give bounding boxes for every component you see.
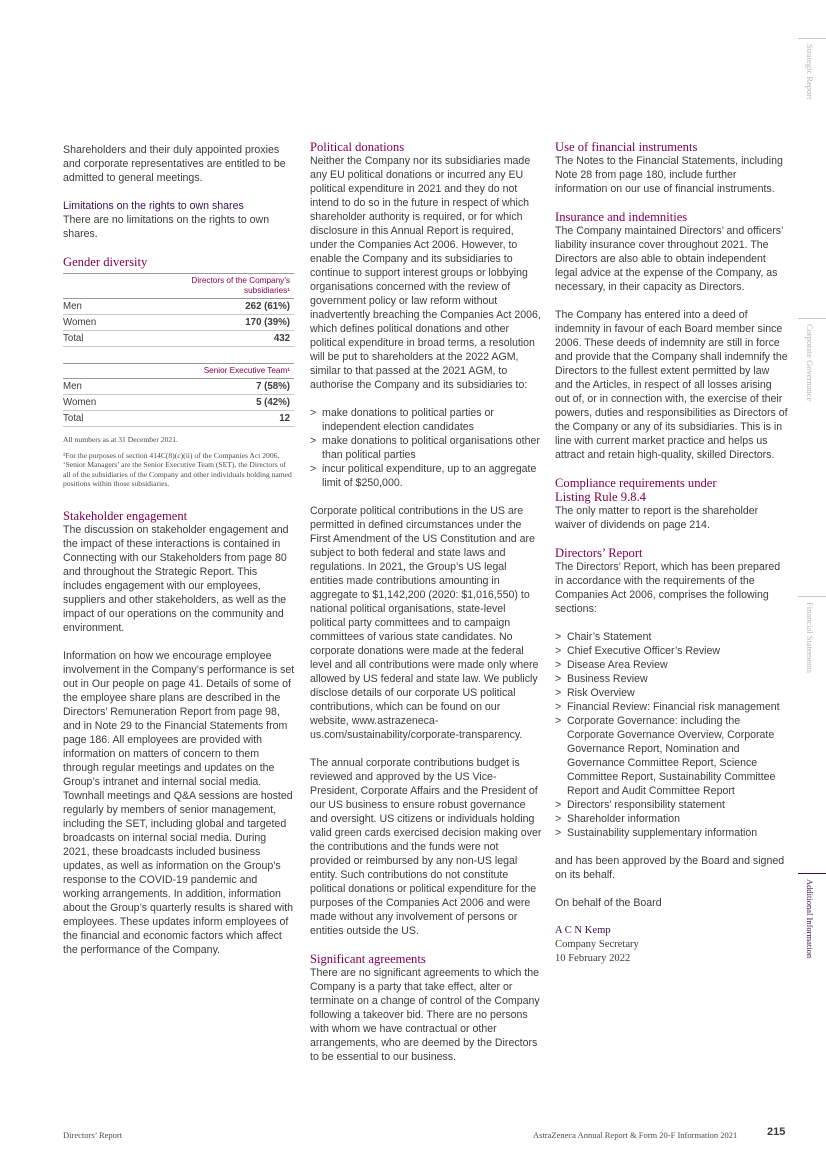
political-paragraph-2: Corporate political contributions in the US are permitted in defined circumstances under the First Amendment of the US Constitution and are subject to both federal and state laws and regulations. In 2021, the Group’s US legal entities made contributions amounting in aggregate to $1,142,200 (2020: $1,016,550) to national political organisations, state-level political party committees and to campaign committees of various state candidates. No corporate donations were made at the federal level and all contributions were made only where allowed by US federal and state law. We publicly disclose details of our corporate US political contributions, which can be found on our website, www.astrazeneca-us.com/sustainability/corporate-transparency. <box>310 505 539 741</box>
financial-instruments-heading: Use of financial instruments <box>555 140 698 154</box>
signatory-date: 10 February 2022 <box>555 953 631 964</box>
list-item: > Disease Area Review <box>555 658 789 672</box>
political-paragraph-1: Neither the Company nor its subsidiaries made any EU political donations or incurred any EU political expenditure in 2021 and they do not intend to do so in the future in respect of which shareholder authority is required, or for which disclosure in this Annual Report is required, under the Companies Act 2006. However, to enable the Company and its subsidiaries to continue to support interest groups or lobbying organisations concerned with the review of government policy or law reform without inadvertently breaching the Companies Act 2006, which defines political donations and other political expenditure in broad terms, a resolution will be put to shareholders at the 2022 AGM, similar to that passed at the 2021 AGM, to authorise the Company and its subsidiaries to: <box>310 155 541 391</box>
intro-paragraph: Shareholders and their duly appointed proxies and corporate representatives are entitled to be admitted to general meetings. <box>63 144 286 184</box>
footer-section-name: Directors’ Report <box>63 1130 123 1140</box>
subsidiary-directors-table <box>63 273 294 347</box>
list-item: > make donations to political parties or independent election candidates <box>310 406 542 434</box>
on-behalf-text: On behalf of the Board <box>555 897 662 909</box>
report-intro-paragraph: The Directors’ Report, which has been prepared in accordance with the requirements of the Companies Act 2006, comprises the following sections: <box>555 561 781 615</box>
list-item: > Directors’ responsibility statement <box>555 798 789 812</box>
side-tab-strategic-label: Strategic Report <box>805 44 815 100</box>
page-number: 215 <box>767 1126 786 1138</box>
senior-executive-team-table <box>63 363 294 427</box>
column-middle <box>310 140 542 1078</box>
agreements-paragraph: There are no significant agreements to which the Company is a party that take effect, alter or terminate on a change of control of the Company following a takeover bid. There are no persons with whom we have contractual or other arrangements, who are deemed by the Directors to be essential to our business. <box>310 967 540 1063</box>
table-row: Women 170 (39%) <box>63 315 294 331</box>
table-date-note: All numbers as at 31 December 2021. <box>63 435 178 444</box>
list-item: > Business Review <box>555 672 789 686</box>
instruments-paragraph: The Notes to the Financial Statements, including Note 28 from page 180, include further information on our use of financial instruments. <box>555 155 783 195</box>
list-item: > Chair’s Statement <box>555 630 789 644</box>
political-paragraph-3: The annual corporate contributions budget is reviewed and approved by the US Vice-President, Corporate Affairs and the President of our US business to ensure robust governance and oversight. US citizens or individuals holding valid green cards exercised decision making over the contributions and the funds were not provided or reimbursed by any non-US legal entity. Such contributions do not constitute political donations or political expenditure for the purposes of the Companies Act 2006 and were made without any involvement of persons or entities outside the US. <box>310 757 542 937</box>
list-item: > Corporate Governance: including the Corporate Governance Overview, Corporate Governance Report, Nomination and Governance Committee Report, Science Committee Report, Sustainability Committee Report and Audit Committee Report <box>555 714 789 798</box>
limits-heading: Limitations on the rights to own shares <box>63 200 244 212</box>
table-footnote: ¹For the purposes of section 414C(8)(c)(ii) of the Companies Act 2006, ‘Senior Managers’ are the Senior Executive Team (SET), the Directors of all of the subsidiaries of the Company and other individuals holding named positions within those subsidiaries. <box>63 450 292 488</box>
table-row: Women 5 (42%) <box>63 395 294 411</box>
footer-publication: AstraZeneca Annual Report & Form 20-F Information 2021 <box>533 1130 738 1140</box>
report-approved-paragraph: and has been approved by the Board and signed on its behalf. <box>555 855 785 881</box>
table-row: Men 262 (61%) <box>63 299 294 315</box>
list-item: > incur political expenditure, up to an aggregate limit of $250,000. <box>310 462 542 490</box>
gender-diversity-heading: Gender diversity <box>63 255 148 269</box>
insurance-paragraph-2: The Company has entered into a deed of indemnity in favour of each Board member since 2006. These deeds of indemnity are still in force and provide that the Company shall indemnify the Directors to the fullest extent permitted by law and the Articles, in respect of all losses arising out of, or in connection with, the exercise of their powers, duties and responsibilities as Directors of the Company or any of its subsidiaries. This is in line with current market practice and helps us attract and retain high-quality, skilled Directors. <box>555 309 788 461</box>
insurance-heading: Insurance and indemnities <box>555 210 688 224</box>
list-item: > Risk Overview <box>555 686 789 700</box>
side-tab-governance-label: Corporate Governance <box>805 324 815 402</box>
stakeholder-paragraph-2: Information on how we encourage employee involvement in the Company’s performance is set out in Our people on page 41. Details of some of the employee share plans are described in the Directors’ Remuneration Report from page 98, and in Note 29 to the Financial Statements from page 186. All employees are provided with information on matters of concern to them through regular meetings and updates on the Group’s intranet and internal social media. Townhall meetings and Q&A sessions are hosted regularly by members of senior management, including the SET, including global and targeted broadcasts on internal social media. During 2021, these broadcasts included business updates, as well as information on the Group’s response to the COVID-19 pandemic and working arrangements. In addition, information about the Group’s quarterly results is shared with employees. These updates inform employees of the financial and economic factors which affect the performance of the Company. <box>63 649 295 956</box>
table-row: Men 7 (58%) <box>63 379 294 395</box>
list-item: > Shareholder information <box>555 812 789 826</box>
limits-paragraph: There are no limitations on the rights to own shares. <box>63 214 270 240</box>
table-row: Total 12 <box>63 411 294 427</box>
insurance-paragraph-1: The Company maintained Directors’ and officers’ liability insurance cover throughout 2021. The Directors are also able to obtain independent legal advice at the expense of the Company, as necessary, in their capacity as Directors. <box>555 225 784 293</box>
table-row: Total 432 <box>63 331 294 347</box>
signatory-title: Company Secretary <box>555 939 639 950</box>
compliance-heading: Compliance requirements under Listing Rule 9.8.4 <box>555 476 717 504</box>
table2-header: Senior Executive Team¹ <box>184 364 294 379</box>
column-right <box>555 140 789 966</box>
column-left <box>63 140 295 971</box>
stakeholder-paragraph-1: The discussion on stakeholder engagement and the impact of these interactions is contained in Connecting with our Stakeholders from page 80 and throughout the Strategic Report. This includes engagement with our employees, suppliers and other stakeholders, as well as the impact of our operations on the community and environment. <box>63 523 289 634</box>
signatory-name: A C N Kemp <box>555 925 611 936</box>
list-item: > Financial Review: Financial risk management <box>555 700 789 714</box>
stakeholder-heading: Stakeholder engagement <box>63 508 188 523</box>
political-donations-heading: Political donations <box>310 140 405 154</box>
side-tab-additional-label: Additional Information <box>805 879 815 959</box>
signature-block <box>555 924 789 966</box>
list-item: > Chief Executive Officer’s Review <box>555 644 789 658</box>
compliance-paragraph: The only matter to report is the shareholder waiver of dividends on page 214. <box>555 505 759 531</box>
side-tab-financial-label: Financial Statements <box>805 602 815 674</box>
directors-report-heading: Directors’ Report <box>555 546 643 560</box>
list-item: > Sustainability supplementary information <box>555 826 789 840</box>
significant-agreements-heading: Significant agreements <box>310 952 426 966</box>
table1-header: Directors of the Company’s subsidiaries¹ <box>184 274 294 299</box>
report-sections-list <box>555 630 789 840</box>
list-item: > make donations to political organisations other than political parties <box>310 434 542 462</box>
political-list <box>310 406 542 490</box>
